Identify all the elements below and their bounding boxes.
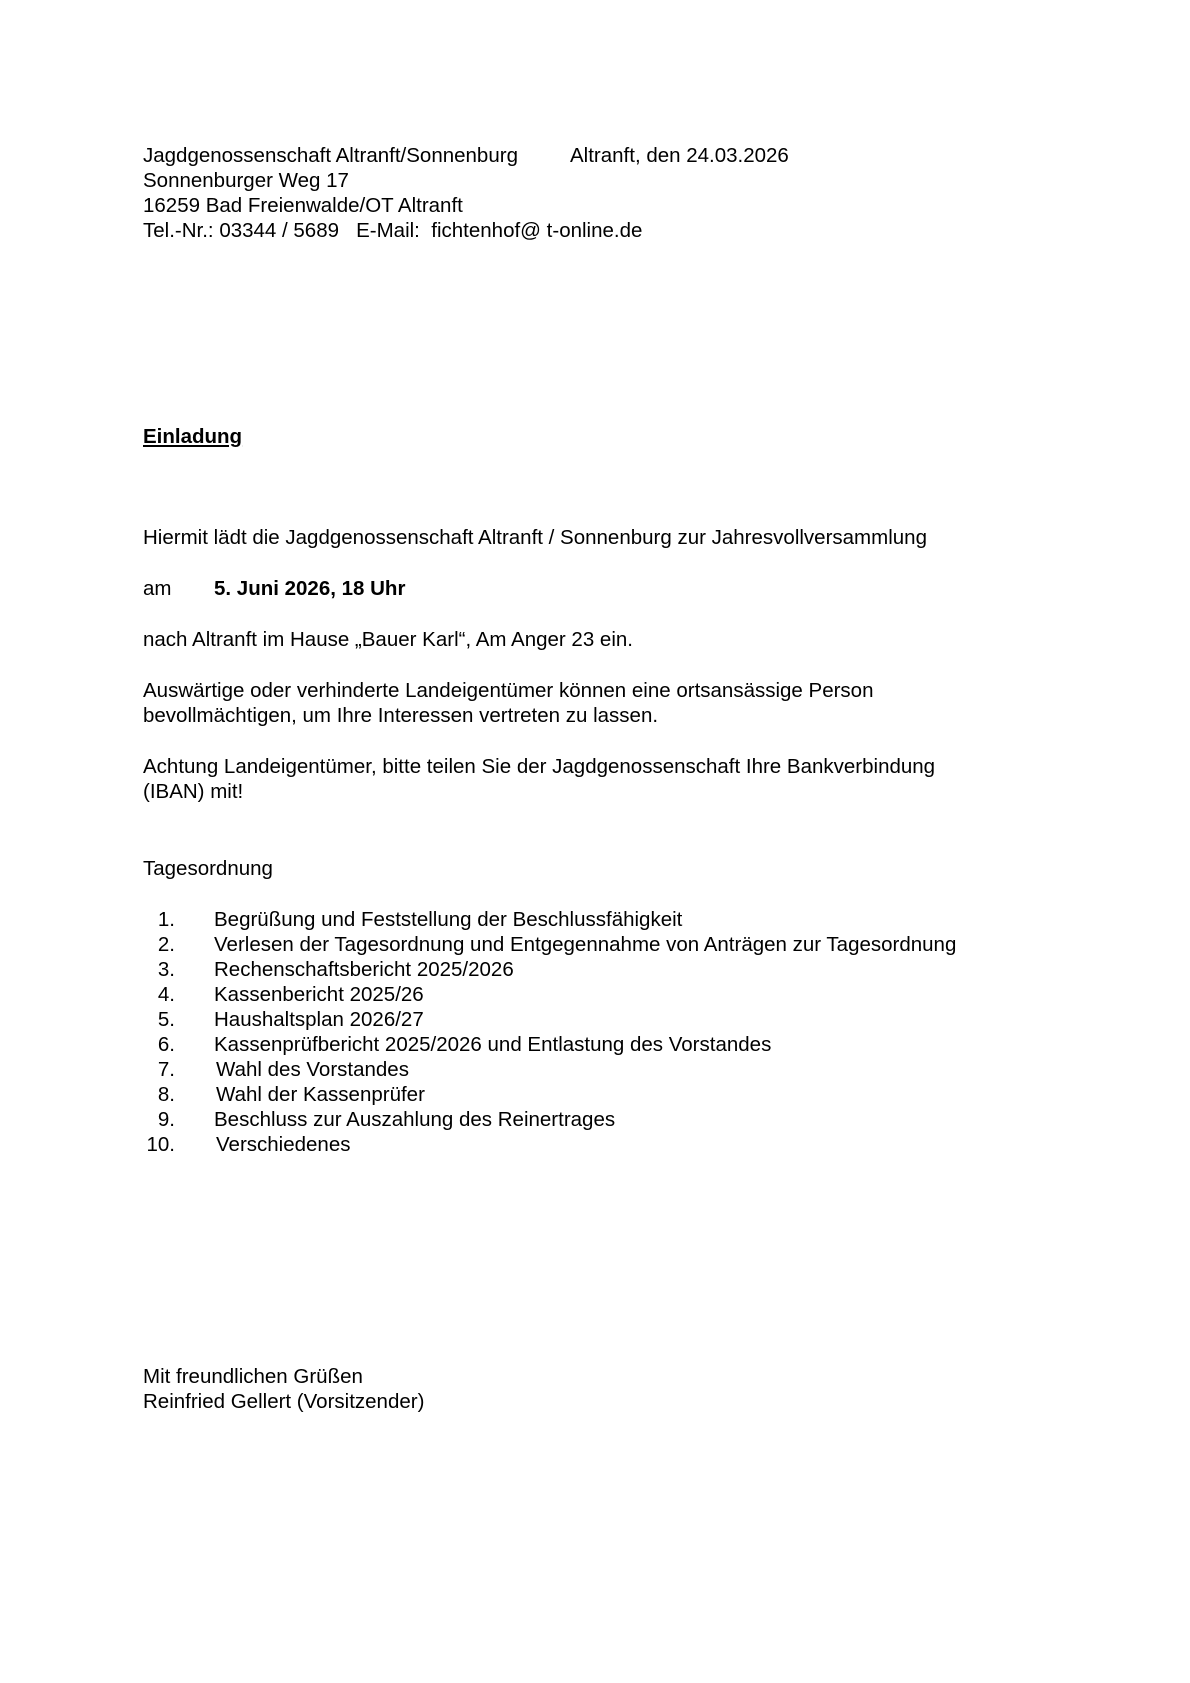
agenda-heading: Tagesordnung xyxy=(143,857,273,880)
sender-organization: Jagdgenossenschaft Altranft/Sonnenburg xyxy=(143,144,518,167)
meeting-location: nach Altranft im Hause „Bauer Karl“, Am Anger 23 ein. xyxy=(143,628,633,651)
agenda-item-text: Rechenschaftsbericht 2025/2026 xyxy=(214,958,514,981)
intro-text: Hiermit lädt die Jagdgenossenschaft Altranft / Sonnenburg zur Jahresvollversammlung xyxy=(143,526,927,549)
closing-greeting: Mit freundlichen Grüßen xyxy=(143,1365,363,1388)
agenda-item-number: 3. xyxy=(157,958,175,981)
agenda-item-text: Verschiedenes xyxy=(216,1133,351,1156)
date-prefix: am xyxy=(143,577,172,600)
agenda-item-text: Kassenbericht 2025/26 xyxy=(214,983,424,1006)
proxy-text-line-1: Auswärtige oder verhinderte Landeigentümer können eine ortsansässige Person xyxy=(143,679,874,702)
bank-text-line-2: (IBAN) mit! xyxy=(143,780,244,803)
sender-city: 16259 Bad Freienwalde/OT Altranft xyxy=(143,194,463,217)
agenda-item-number: 2. xyxy=(157,933,175,956)
agenda-item-text: Begrüßung und Feststellung der Beschlussfähigkeit xyxy=(214,908,683,931)
agenda-item-text: Wahl der Kassenprüfer xyxy=(216,1083,425,1106)
meeting-date: 5. Juni 2026, 18 Uhr xyxy=(214,577,406,600)
sender-street: Sonnenburger Weg 17 xyxy=(143,169,349,192)
signature-name: Reinfried Gellert (Vorsitzender) xyxy=(143,1390,425,1413)
agenda-item-number: 4. xyxy=(157,983,175,1006)
letter-title: Einladung xyxy=(143,425,243,448)
agenda-item-number: 1. xyxy=(157,908,175,931)
proxy-text-line-2: bevollmächtigen, um Ihre Interessen vertreten zu lassen. xyxy=(143,704,659,727)
place-date: Altranft, den 24.03.2026 xyxy=(570,144,789,167)
agenda-item-number: 10. xyxy=(146,1133,175,1156)
agenda-item-text: Kassenprüfbericht 2025/2026 und Entlastung des Vorstandes xyxy=(214,1033,772,1056)
agenda-item-number: 7. xyxy=(157,1058,175,1081)
agenda-item-text: Beschluss zur Auszahlung des Reinertrages xyxy=(214,1108,616,1131)
agenda-item-number: 9. xyxy=(157,1108,175,1131)
bank-text-line-1: Achtung Landeigentümer, bitte teilen Sie der Jagdgenossenschaft Ihre Bankverbindung xyxy=(143,755,936,778)
agenda-item-text: Verlesen der Tagesordnung und Entgegennahme von Anträgen zur Tagesordnung xyxy=(214,933,957,956)
sender-contact: Tel.-Nr.: 03344 / 5689 E-Mail: fichtenhof@ t-online.de xyxy=(143,219,643,242)
agenda-item-number: 6. xyxy=(157,1033,175,1056)
agenda-item-text: Haushaltsplan 2026/27 xyxy=(214,1008,424,1031)
agenda-item-text: Wahl des Vorstandes xyxy=(216,1058,409,1081)
agenda-item-number: 8. xyxy=(157,1083,175,1106)
agenda-item-number: 5. xyxy=(157,1008,175,1031)
